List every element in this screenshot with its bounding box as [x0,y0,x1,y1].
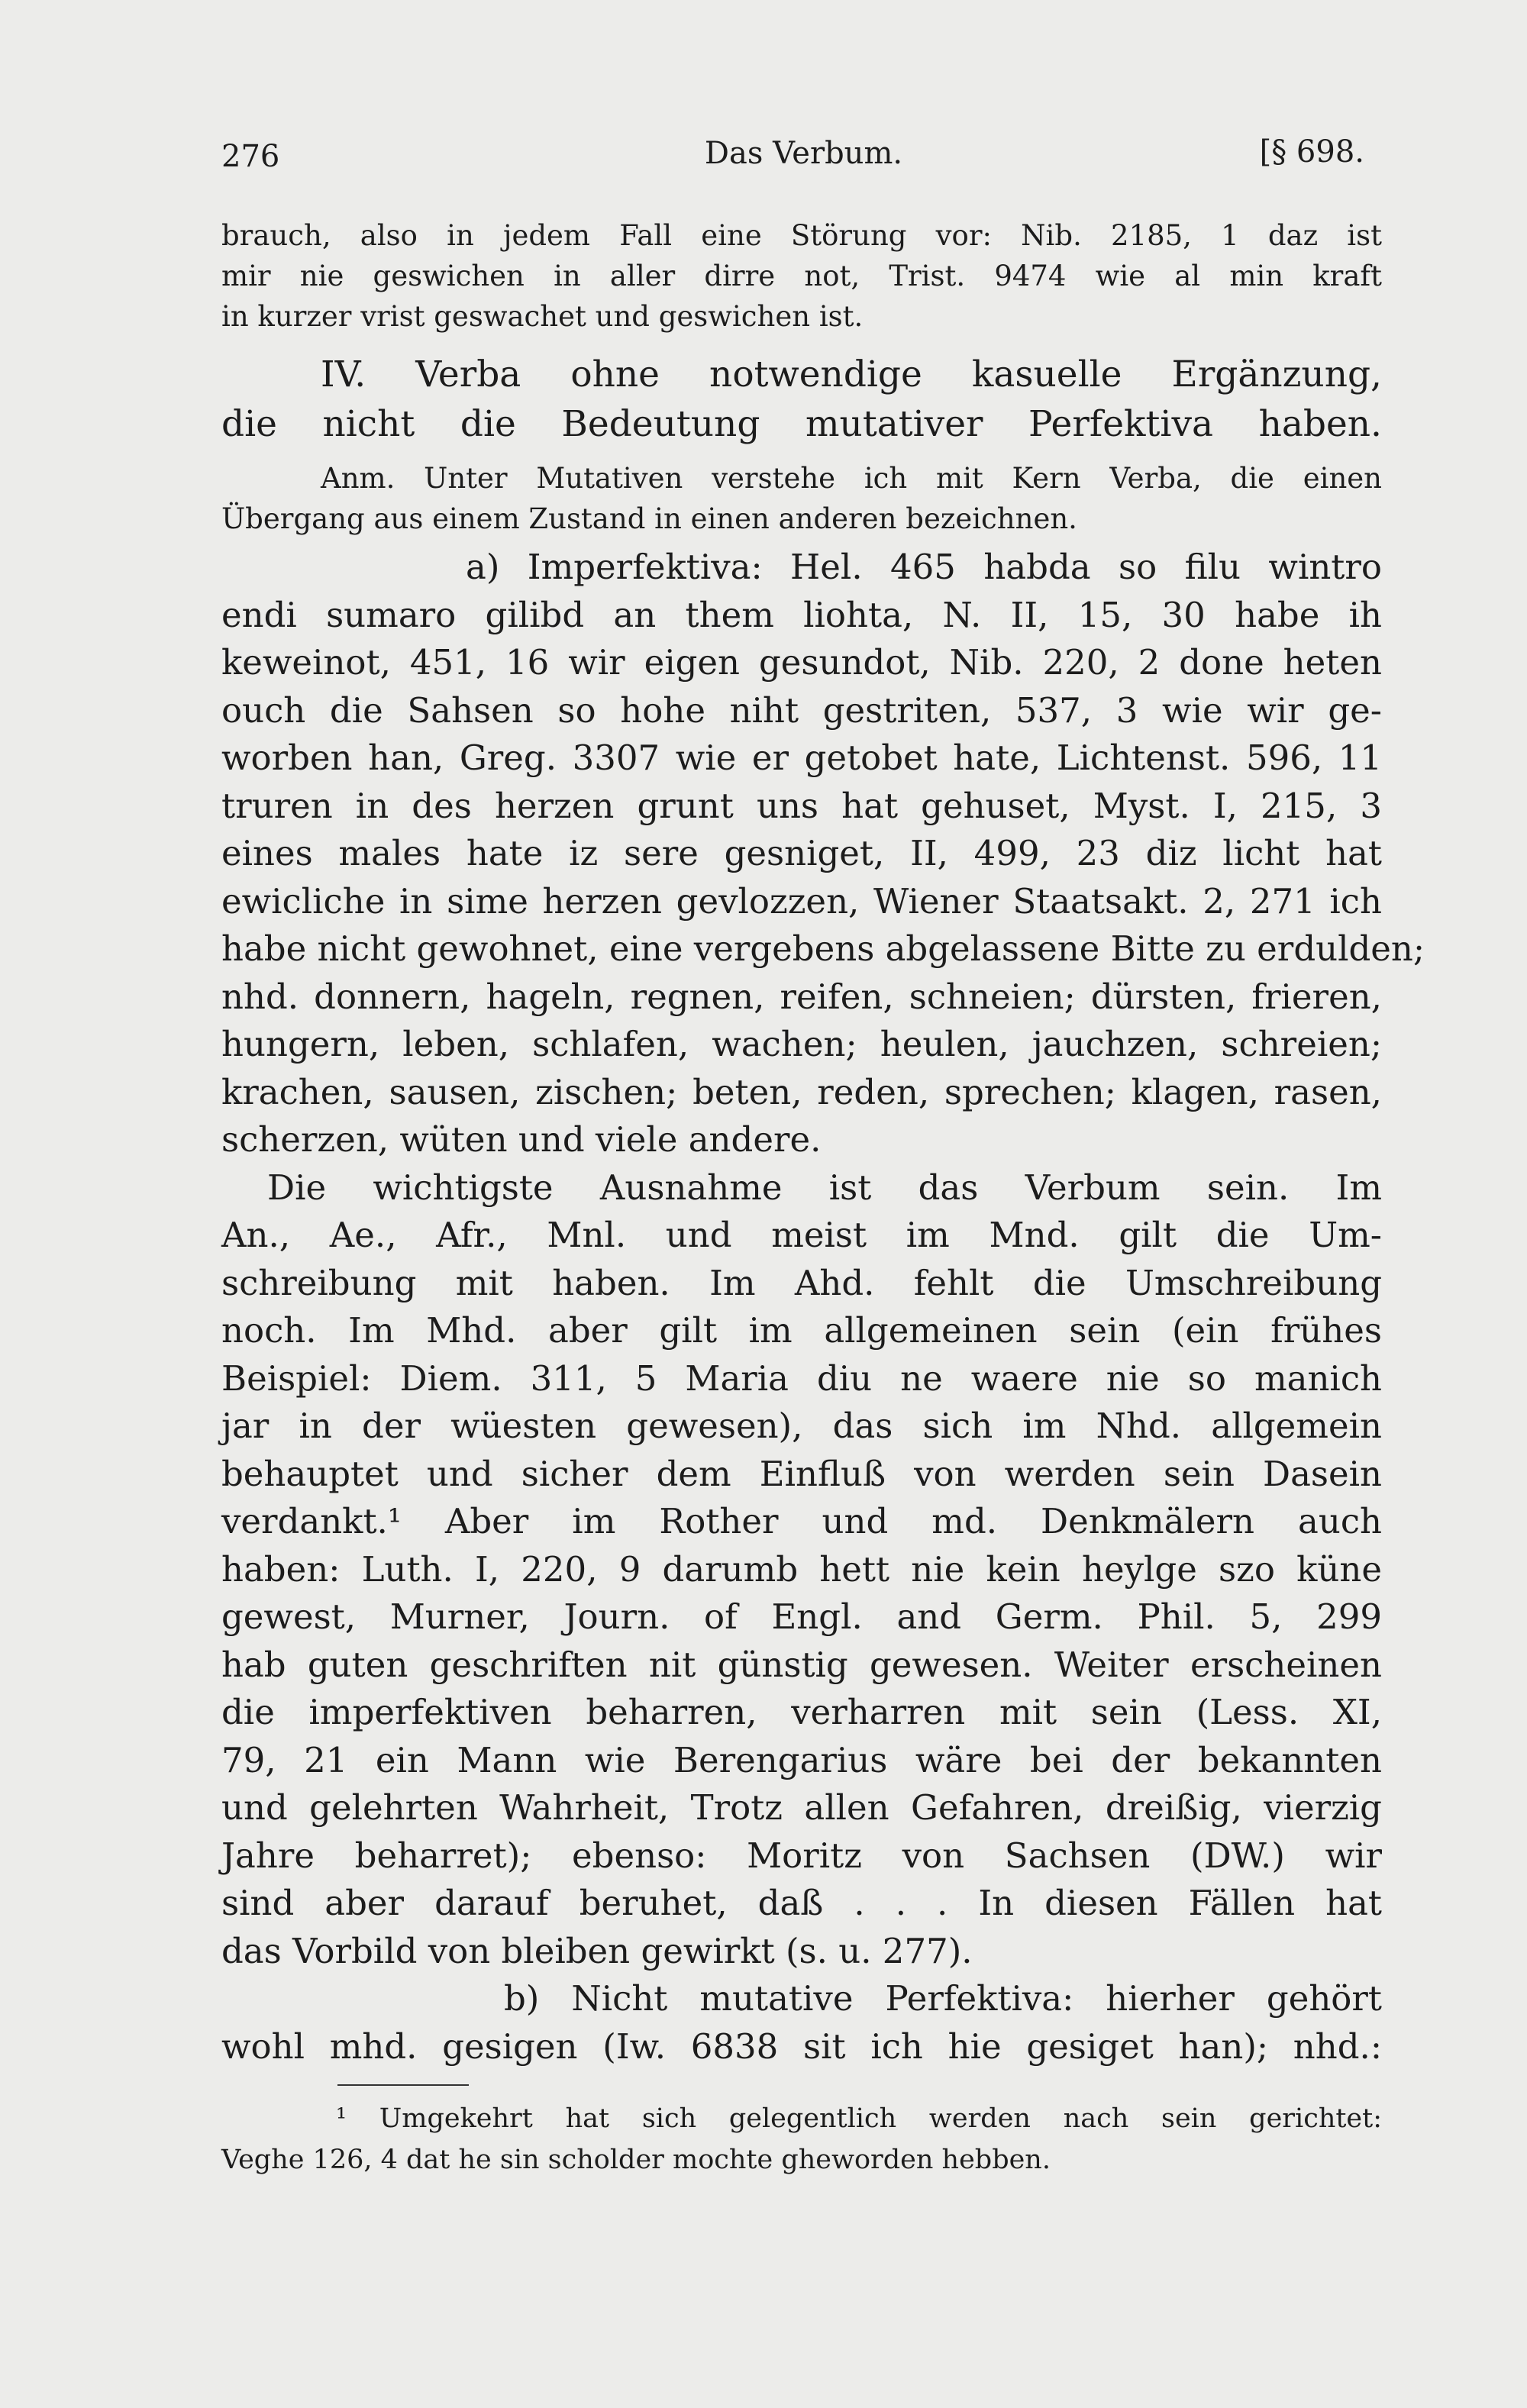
text-line: endi sumaro gilibd an them liohta, N. II, 15, 30 habe ih [221,594,1382,635]
text-line: Die wichtigste Ausnahme ist das Verbum sein. Im [267,1167,1382,1208]
text-line: habe nicht gewohnet, eine vergebens abgelassene Bitte zu erdulden; [221,928,1425,969]
footnote [221,2098,1382,2180]
text-line: haben: Luth. I, 220, 9 darumb hett nie kein heylge szo küne [221,1548,1382,1590]
text-line: sind aber darauf beruhet, daß . . . In diesen Fällen hat [221,1883,1382,1923]
note-line: Übergang aus einem Zustand in einen anderen bezeichnen. [221,502,1077,535]
text-line: worben han, Greg. 3307 wie er getobet hate, Lichtenst. 596, 11 [221,738,1382,778]
text-line: das Vorbild von bleiben gewirkt (s. u. 277). [221,1930,973,1971]
text-line: 79, 21 ein Mann wie Berengarius wäre bei der bekannten [221,1739,1382,1780]
text-line: a) Imperfektiva: Hel. 465 habda so filu wintro [466,547,1382,587]
text-line: ewicliche in sime herzen gevlozzen, Wiener Staatsakt. 2, 271 ich [221,880,1382,922]
text-line: hab guten geschriften nit günstig gewesen. Weiter erscheinen [221,1644,1382,1685]
text-line: b) Nicht mutative Perfektiva: hierher gehört [504,1978,1382,2019]
section-marker: [§ 698. [1259,134,1364,169]
text-line: noch. Im Mhd. aber gilt im allgemeinen sein (ein frühes [221,1310,1382,1351]
text-line: ouch die Sahsen so hohe niht gestriten, 537, 3 wie wir ge- [221,689,1382,731]
text-line: keweinot, 451, 16 wir eigen gesundot, Nib. 220, 2 done heten [221,642,1382,683]
text-line: die imperfektiven beharren, verharren mit sein (Less. XI, [221,1692,1382,1732]
text-line: in kurzer vrist geswachet und geswichen ist. [221,300,864,333]
text-line: Beispiel: Diem. 311, 5 Maria diu ne waere nie so manich [221,1357,1382,1399]
text-line: Jahre beharret); ebenso: Moritz von Sachsen (DW.) wir [221,1835,1382,1876]
text-line: truren in des herzen grunt uns hat gehuset, Myst. I, 215, 3 [221,785,1382,826]
text-line: verdankt.¹ Aber im Rother und md. Denkmälern auch [221,1501,1382,1541]
footnote-rule [337,2084,469,2086]
note-anm [221,458,1382,539]
text-line: hungern, leben, schlafen, wachen; heulen, jauchzen, schreien; [221,1024,1382,1064]
text-line: jar in der wüesten gewesen), das sich im Nhd. allgemein [221,1406,1382,1446]
footnote-line: ¹ Umgekehrt hat sich gelegentlich werden nach sein gerichtet: [336,2103,1382,2134]
text-line: gewest, Murner, Journ. of Engl. and Germ. Phil. 5, 299 [221,1596,1382,1637]
running-title: Das Verbum. [704,136,903,171]
text-line: behauptet und sicher dem Einfluß von werden sein Dasein [221,1453,1382,1494]
paragraph-continuation [221,215,1382,337]
text-line: eines males hate iz sere gesniget, II, 499, 23 diz licht hat [221,833,1382,873]
text-line: nhd. donnern, hageln, regnen, reifen, schneien; dürsten, frieren, [221,976,1382,1017]
text-line: An., Ae., Afr., Mnl. und meist im Mnd. gilt die Um- [221,1215,1382,1255]
heading-line: IV. Verba ohne notwendige kasuelle Ergänzung, [321,353,1382,395]
text-line: mir nie geswichen in aller dirre not, Trist. 9474 wie al min kraft [221,260,1382,292]
running-header [221,130,1386,183]
text-line: und gelehrten Wahrheit, Trotz allen Gefahren, dreißig, vierzig [221,1787,1382,1828]
text-line: brauch, also in jedem Fall eine Störung vor: Nib. 2185, 1 daz ist [221,219,1382,252]
heading-line: die nicht die Bedeutung mutativer Perfektiva haben. [221,403,1382,445]
text-line: wohl mhd. gesigen (Iw. 6838 sit ich hie gesiget han); nhd.: [221,2025,1382,2067]
note-line: Anm. Unter Mutativen verstehe ich mit Kern Verba, die einen [321,462,1382,495]
page-number: 276 [221,139,280,174]
footnote-line: Veghe 126, 4 dat he sin scholder mochte gheworden hebben. [221,2145,1051,2175]
text-line: schreibung mit haben. Im Ahd. fehlt die Umschreibung [221,1262,1382,1303]
main-text [221,544,1425,2071]
text-line: krachen, sausen, zischen; beten, reden, sprechen; klagen, rasen, [221,1071,1382,1112]
section-heading [221,350,1382,449]
text-line: scherzen, wüten und viele andere. [221,1119,822,1160]
